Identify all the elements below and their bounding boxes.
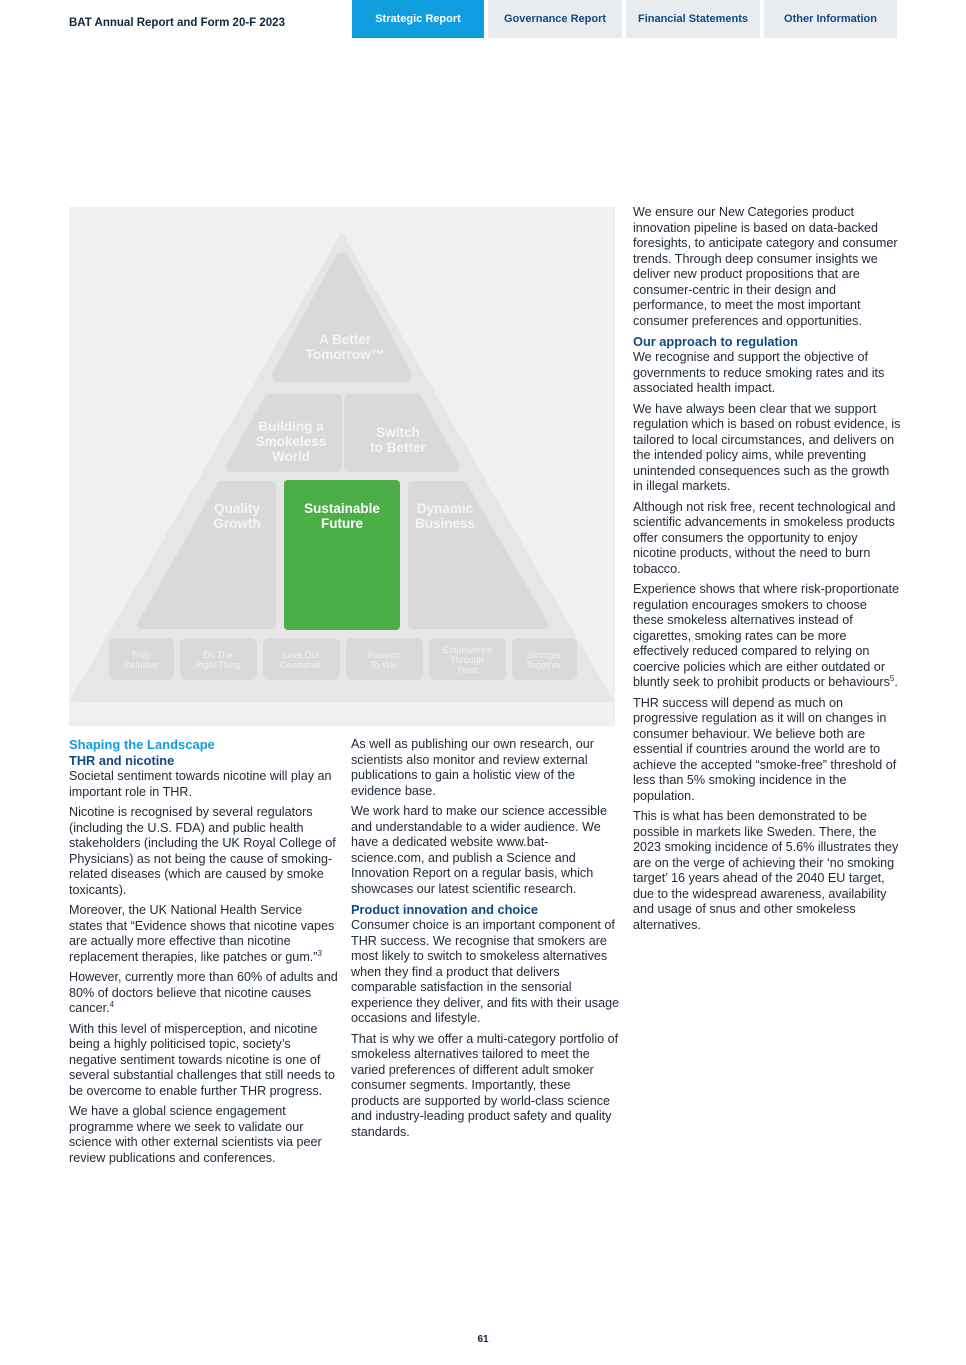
tab-financial-statements[interactable]: Financial Statements (626, 0, 760, 38)
low-left-label-line1: Quality (214, 501, 260, 516)
value-5-line1: Empowered (442, 645, 492, 655)
paragraph: THR success will depend as much on progressive regulation as it will on changes in consumer behaviour. We believe both are essential if countries around the world are to achieve the accepted “smoke-free” threshold of less than 5% smoking incidence in the population. (633, 695, 897, 803)
paragraph: We work hard to make our science accessible and understandable to a wider audience. We have a dedicated website www.bat-science.com, and publish a Science and Innovation Report on a regular basis, which showcases our latest scientific research. (351, 804, 607, 896)
top-label-line2: Tomorrow™ (305, 347, 385, 362)
mid-left-label-line1: Building a (258, 419, 324, 434)
value-3-line1: Love Our (282, 650, 320, 660)
value-5-line2: Through (450, 655, 484, 665)
text-column-3 (633, 205, 901, 938)
paragraph: We recognise and support the objective of governments to reduce smoking rates and its associated health impact. (633, 350, 885, 395)
mid-right-label-line1: Switch (376, 425, 420, 440)
paragraph-end: . (894, 675, 898, 689)
paragraph: We have always been clear that we support regulation which is based on robust evidence, is tailored to local circumstances, and delivers on the intended policy aims, while preventing unintended consequences such as the growth in illegal markets. (633, 401, 901, 493)
paragraph (69, 970, 339, 1017)
value-5-line3: Trust (456, 665, 478, 675)
paragraph (633, 582, 901, 691)
section-heading: Shaping the Landscape (69, 737, 215, 752)
document-title: BAT Annual Report and Form 20-F 2023 (69, 17, 285, 29)
paragraph: Although not risk free, recent technological and scientific advancements in smokeless products offer consumers the opportunity to enjoy nicotine products, without the need to burn tobacco. (633, 499, 896, 576)
mid-left-label-line3: World (272, 449, 310, 464)
text-column-1 (69, 737, 339, 1171)
footnote-ref[interactable]: 5 (889, 673, 895, 683)
paragraph: We have a global science engagement programme where we seek to validate our science with other external scientists via peer review publications and conferences. (69, 1104, 322, 1165)
mid-right-label-line2: to Better (370, 440, 426, 455)
footnote-ref[interactable]: 3 (317, 948, 322, 958)
value-6-line1: Stronger (526, 650, 562, 660)
center-label-line1: Sustainable (304, 501, 380, 516)
value-6-line2: Together (526, 660, 562, 670)
value-2-line2: Right Thing (195, 660, 241, 670)
footnote-ref[interactable]: 4 (109, 999, 115, 1009)
paragraph: Nicotine is recognised by several regulators (including the U.S. FDA) and public health stakeholders (including the UK Royal College of Physicians) as not being the cause of smoking-related diseases (which are caused by smoke toxicants). (69, 805, 336, 897)
strategy-pyramid-figure (69, 207, 615, 726)
low-right-label-line1: Dynamic (416, 501, 474, 516)
value-1-line1: Truly (131, 650, 151, 660)
paragraph: We ensure our New Categories product innovation pipeline is based on data-backed foresights, to anticipate category and consumer trends. Through deep consumer insights we deliver new product propositions that are consumer-centric in their design and performance, to meet the most important consumer preferences and opportunities. (633, 205, 898, 328)
section-tabs (352, 0, 897, 38)
tab-other-information[interactable]: Other Information (764, 0, 897, 38)
paragraph: With this level of misperception, and nicotine being a highly politicised topic, society’s negative sentiment towards nicotine is one of several substantial challenges that still needs to be overcome to enable further THR progress. (69, 1021, 336, 1098)
paragraph: Consumer choice is an important component of THR success. We recognise that smokers are most likely to switch to smokeless alternatives when they find a product that delivers comparable satisfaction in the sensorial experience they deliver, and fits with their usage occasions and lifestyle. (351, 918, 620, 1025)
value-2-line1: Do The (203, 650, 233, 660)
paragraph: That is why we offer a multi-category portfolio of smokeless alternatives tailored to meet the varied preferences of different adult smoker consumer segments. Importantly, these products are supported by world-class science and industry-leading product safety and quality standards. (351, 1031, 619, 1139)
value-4-line2: To Win (370, 660, 398, 670)
tab-strategic-report[interactable]: Strategic Report (352, 0, 484, 38)
paragraph-text: Moreover, the UK National Health Service states that “Evidence shows that nicotine vapes are actually more effective than nicotine replacement therapies, like patches or gum.” (69, 903, 335, 964)
paragraph (69, 903, 339, 965)
text-column-2 (351, 737, 621, 1145)
low-right-label-line2: Business (414, 516, 476, 531)
mid-left-label-line2: Smokeless (255, 434, 327, 449)
paragraph: Societal sentiment towards nicotine will play an important role in THR. (69, 769, 332, 799)
center-label-line2: Future (321, 516, 363, 531)
value-1-line2: Inclusive (123, 660, 159, 670)
subheading-thr-nicotine: THR and nicotine (69, 753, 175, 768)
value-3-line2: Consumer (280, 660, 322, 670)
tab-governance-report[interactable]: Governance Report (488, 0, 622, 38)
subheading-regulation: Our approach to regulation (633, 334, 798, 349)
paragraph-text: Experience shows that where risk-proportionate regulation encourages smokers to choose these smokeless alternatives instead of cigarettes, smoking rates can be more effectively reduced compared to relying on coercive policies which are either outdated or bluntly seek to prohibit products or behaviours (633, 582, 899, 689)
low-left-label-line2: Growth (213, 516, 261, 531)
value-4-line1: Passion (367, 650, 401, 660)
paragraph-text: However, currently more than 60% of adults and 80% of doctors believe that nicotine causes cancer. (69, 970, 338, 1015)
subheading-product-innovation: Product innovation and choice (351, 902, 538, 917)
paragraph: As well as publishing our own research, our scientists also monitor and review external publications to gain a holistic view of the evidence base. (351, 737, 594, 798)
pyramid-graphic (69, 207, 615, 726)
page-number: 61 (477, 1334, 489, 1345)
paragraph: This is what has been demonstrated to be possible in markets like Sweden. There, the 2023 smoking incidence of 5.6% illustrates they are on the verge of achieving their ‘no smoking target’ 16 years ahead of the 2040 EU target, due to the widespread awareness, availability and usage of snus and other smokeless alternatives. (633, 809, 899, 932)
top-label-line1: A Better (318, 332, 372, 347)
